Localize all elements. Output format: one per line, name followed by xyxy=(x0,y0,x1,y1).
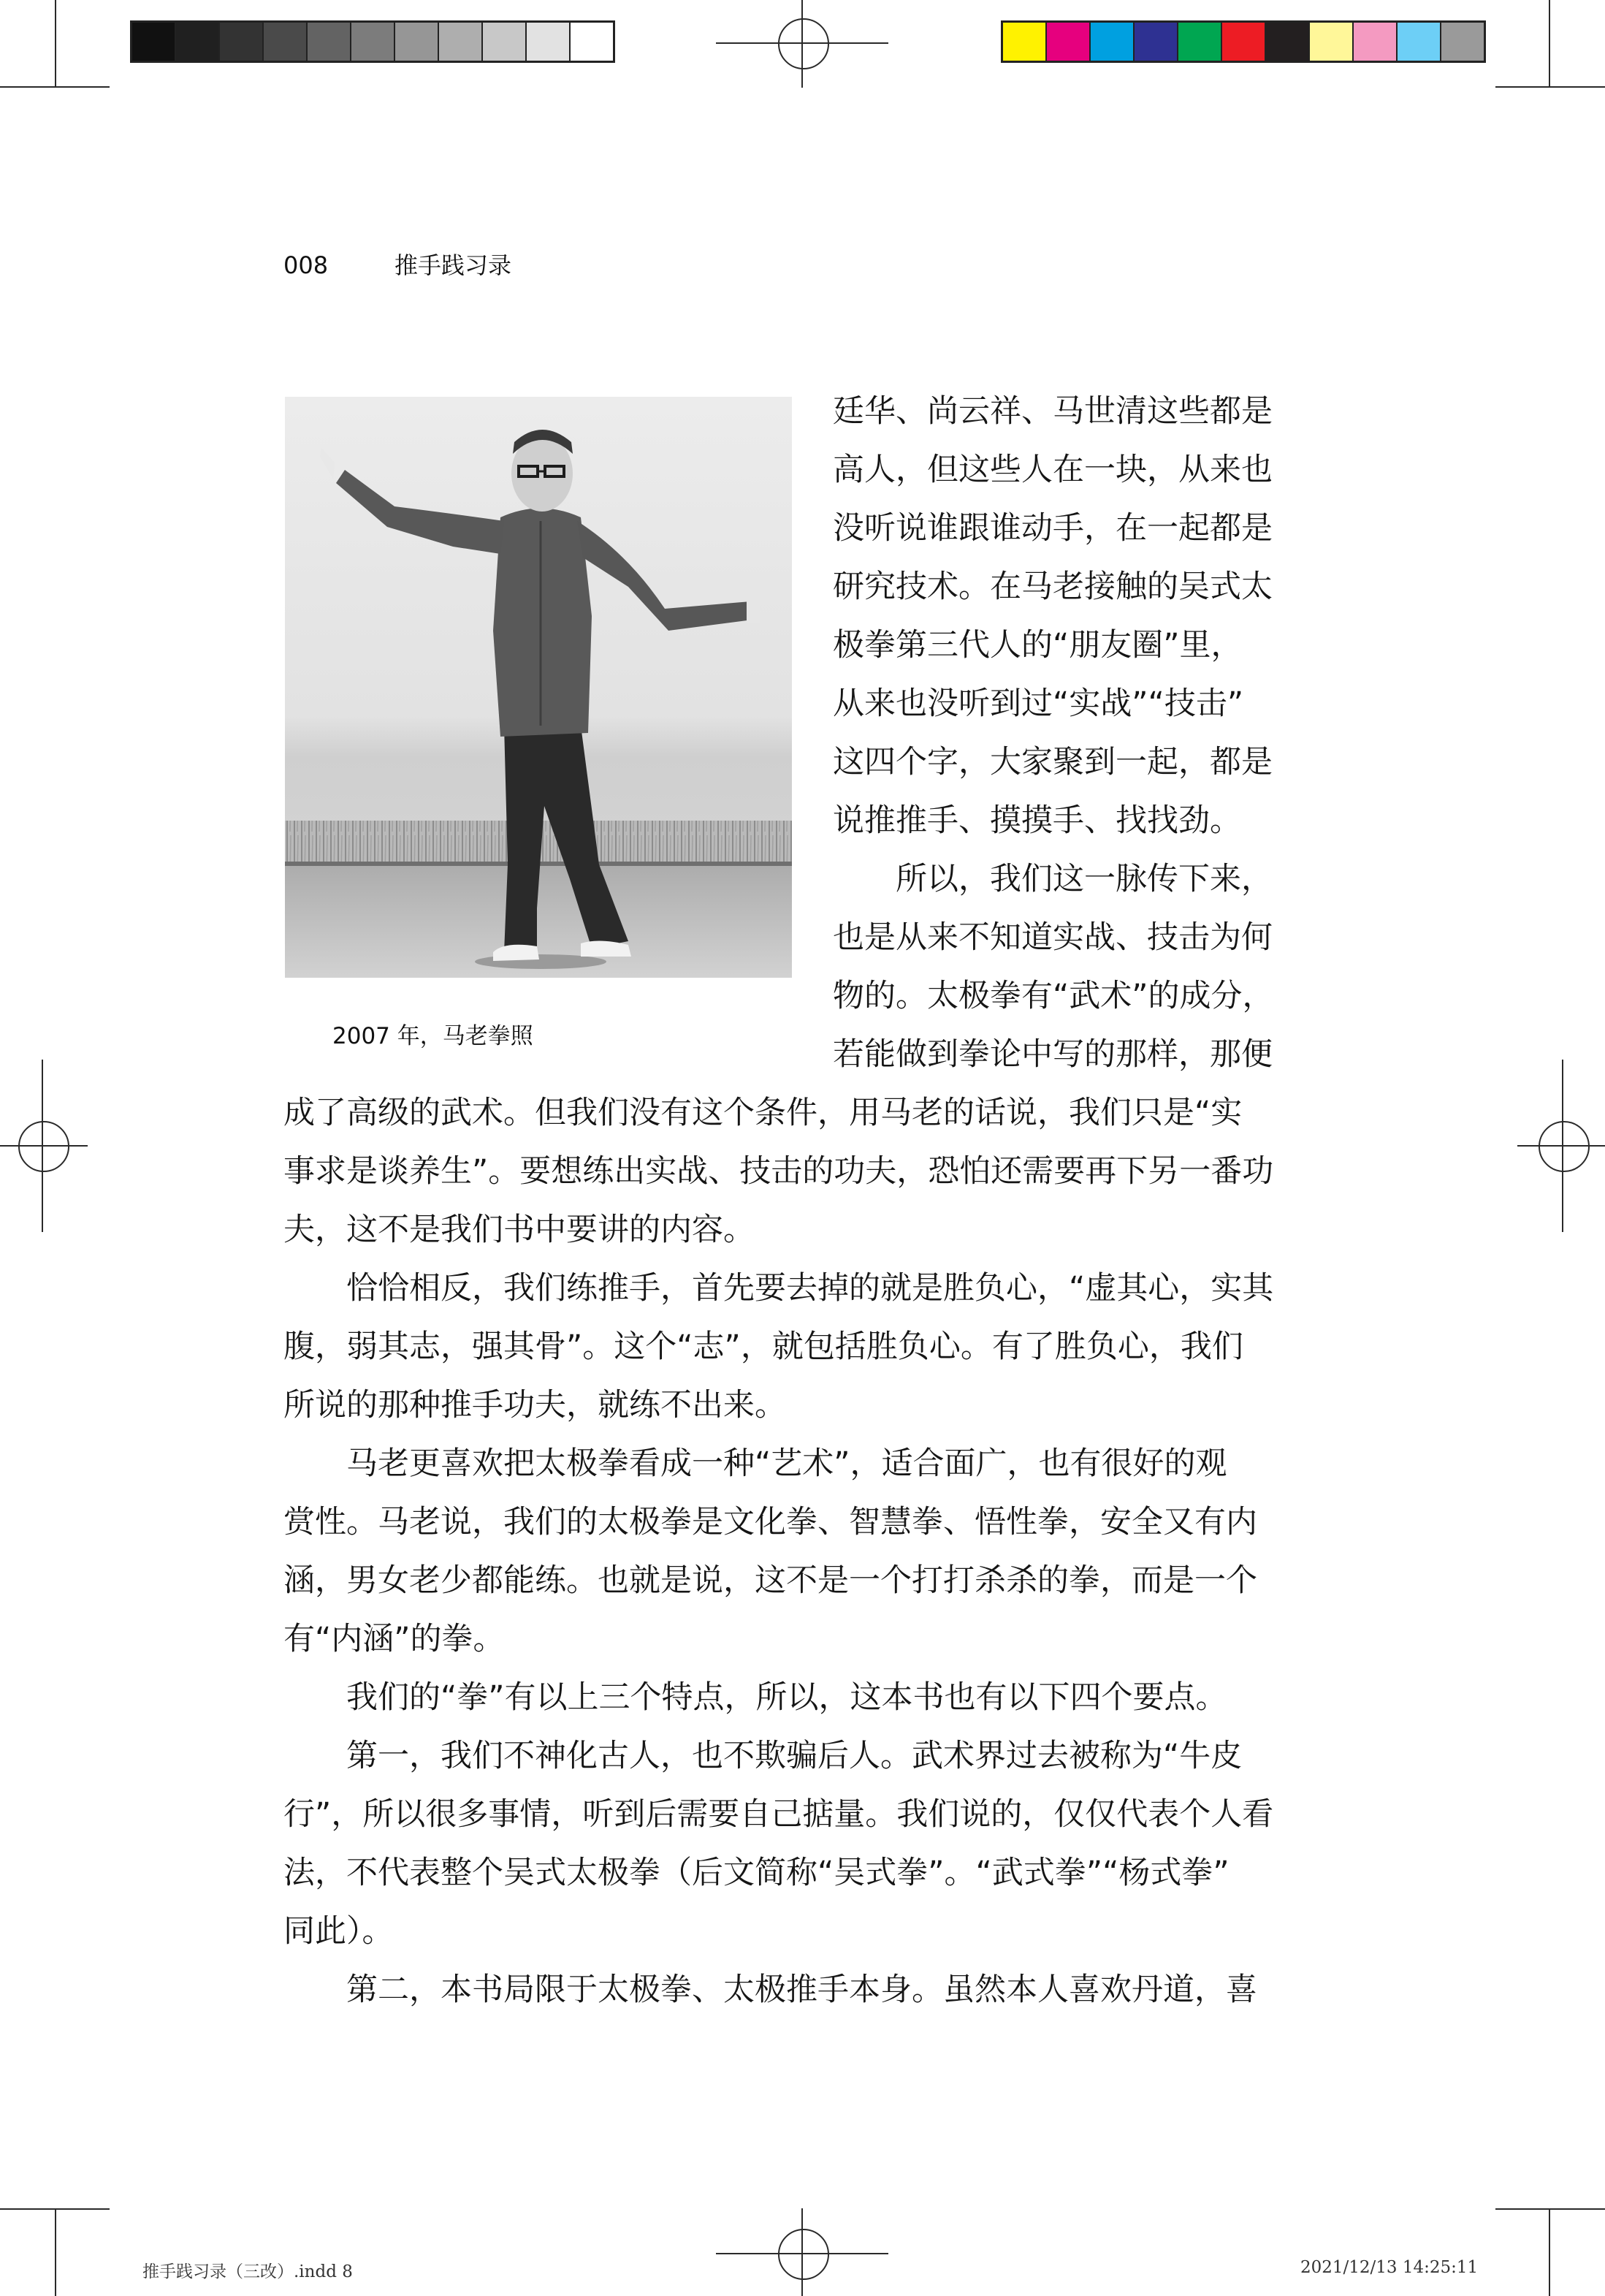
text-line: 赏性。马老说，我们的太极拳是文化拳、智慧拳、悟性拳，安全又有内 xyxy=(283,1504,1257,1540)
text-line: 法，不代表整个吴式太极拳（后文简称“吴式拳”。“武式拳”“杨式拳” xyxy=(283,1855,1230,1891)
text-line: 事求是谈养生”。要想练出实战、技击的功夫，恐怕还需要再下另一番功 xyxy=(283,1153,1274,1190)
color-swatch xyxy=(132,23,176,61)
slug-timestamp: 2021/12/13 14:25:11 xyxy=(1300,2258,1479,2277)
color-swatch xyxy=(351,23,395,61)
color-swatch xyxy=(527,23,571,61)
color-swatch xyxy=(1135,23,1178,61)
text-line: 若能做到拳论中写的那样，那便 xyxy=(833,1036,1273,1073)
text-line: 这四个字，大家聚到一起，都是 xyxy=(833,744,1273,780)
page-number: 008 xyxy=(283,251,329,279)
text-line: 马老更喜欢把太极拳看成一种“艺术”，适合面广，也有很好的观 xyxy=(283,1445,1227,1482)
color-swatch xyxy=(1003,23,1047,61)
color-swatch xyxy=(483,23,527,61)
text-line: 说推推手、摸摸手、找找劲。 xyxy=(833,802,1241,839)
text-line: 所说的那种推手功夫，就练不出来。 xyxy=(283,1387,786,1423)
text-line: 研究技术。在马老接触的吴式太 xyxy=(833,569,1273,605)
color-swatch xyxy=(1178,23,1222,61)
text-line: 腹，弱其志，强其骨”。这个“志”，就包括胜负心。有了胜负心，我们 xyxy=(283,1328,1243,1365)
photo-taichi-master xyxy=(285,397,792,978)
text-line: 也是从来不知道实战、技击为何 xyxy=(833,919,1273,956)
body-text-full-width xyxy=(283,1084,1273,2019)
text-line: 行”，所以很多事情，听到后需要自己掂量。我们说的，仅仅代表个人看 xyxy=(283,1796,1274,1833)
color-swatch xyxy=(571,23,613,61)
color-swatch xyxy=(176,23,220,61)
text-line: 物的。太极拳有“武术”的成分， xyxy=(833,978,1274,1014)
text-line: 恰恰相反，我们练推手，首先要去掉的就是胜负心，“虚其心，实其 xyxy=(283,1270,1274,1307)
text-line: 有“内涵”的拳。 xyxy=(283,1621,505,1657)
running-header xyxy=(283,247,511,281)
color-swatch xyxy=(1047,23,1091,61)
text-line: 极拳第三代人的“朋友圈”里， xyxy=(833,627,1243,664)
text-line: 同此）。 xyxy=(283,1913,394,1950)
book-title: 推手践习录 xyxy=(394,251,512,279)
body-text-beside-photo xyxy=(833,382,1274,1084)
color-swatch xyxy=(1222,23,1266,61)
text-line: 涵，男女老少都能练。也就是说，这不是一个打打杀杀的拳，而是一个 xyxy=(283,1562,1257,1599)
text-line: 没听说谁跟谁动手，在一起都是 xyxy=(833,510,1273,547)
color-swatch xyxy=(1441,23,1484,61)
color-swatch xyxy=(1091,23,1135,61)
color-swatch xyxy=(264,23,308,61)
text-line: 所以，我们这一脉传下来， xyxy=(833,861,1273,897)
grayscale-color-bar xyxy=(130,20,615,63)
text-line: 我们的“拳”有以上三个特点，所以，这本书也有以下四个要点。 xyxy=(283,1679,1227,1716)
color-swatch xyxy=(439,23,483,61)
text-line: 廷华、尚云祥、马世清这些都是 xyxy=(833,393,1273,430)
color-swatch xyxy=(1310,23,1354,61)
slug-file-name: 推手践习录（三改）.indd 8 xyxy=(142,2262,353,2281)
text-line: 第一，我们不神化古人，也不欺骗后人。武术界过去被称为“牛皮 xyxy=(283,1738,1243,1774)
color-swatch xyxy=(220,23,264,61)
photo-caption: 2007 年，马老拳照 xyxy=(332,1023,533,1049)
color-swatch xyxy=(1398,23,1441,61)
color-swatch xyxy=(1266,23,1310,61)
text-line: 成了高级的武术。但我们没有这个条件，用马老的话说，我们只是“实 xyxy=(283,1095,1243,1131)
color-swatch xyxy=(1354,23,1398,61)
color-swatch xyxy=(395,23,439,61)
color-swatch xyxy=(308,23,351,61)
text-line: 夫，这不是我们书中要讲的内容。 xyxy=(283,1212,755,1248)
text-line: 高人，但这些人在一块，从来也 xyxy=(833,452,1273,488)
text-line: 从来也没听到过“实战”“技击” xyxy=(833,685,1244,722)
process-color-bar xyxy=(1001,20,1486,63)
text-line: 第二，本书局限于太极拳、太极推手本身。虽然本人喜欢丹道，喜 xyxy=(283,1972,1257,2008)
